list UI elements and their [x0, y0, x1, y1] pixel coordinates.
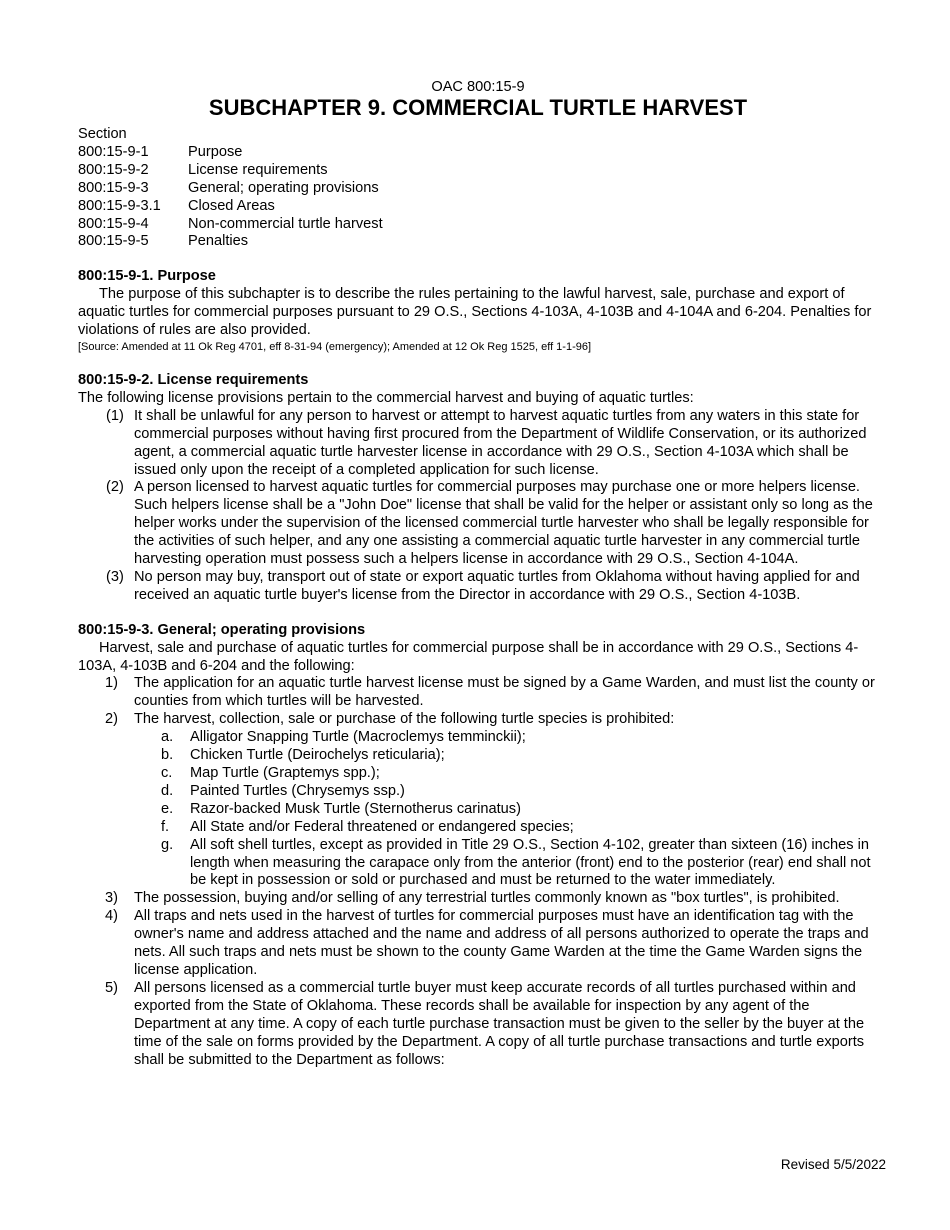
list-item-text: All persons licensed as a commercial turtle buyer must keep accurate records of all turtles purchased within and exported from the State of Oklahoma. These records shall be available for inspection by any agent of the Department at any time. A copy of each turtle purchase transaction must be given to the seller by the buyer at the time of the sale on forms provided by the Department. A copy of all turtle purchase transactions and turtle exports shall be submitted to the Department as follows:: [134, 979, 865, 1068]
list-item-text: Alligator Snapping Turtle (Macroclemys temminckii);: [190, 729, 526, 746]
list-marker: a.: [161, 729, 174, 746]
page-title: SUBCHAPTER 9. COMMERCIAL TURTLE HARVEST: [208, 95, 748, 120]
list-marker: e.: [161, 800, 174, 817]
toc-section-number: 800:15-9-3: [78, 179, 149, 196]
section-paragraph: The purpose of this subchapter is to describe the rules pertaining to the lawful harvest, sale, purchase and export of aquatic turtles for commercial purposes pursuant to 29 O.S., Sections 4-103A, 4-103B and 4-104A and 6-204. Penalties for violations of rules are also provided.: [78, 286, 872, 339]
list-marker: (2): [106, 479, 124, 496]
list-item-text: A person licensed to harvest aquatic turtles for commercial purposes may purchase one or more helpers license. Such helpers license shall be a "John Doe" license that shall be valid for the helper or assistant only so long as the helper works under the supervision of the licensed commercial turtle harvester who shall be legally responsible for the activities of such helper, and any one assisting a commercial aquatic turtle harvester in any commercial turtle harvesting operation must possess such a helpers license in accordance with 29 O.S., Section 4-104A.: [134, 479, 873, 568]
list-item: [78, 765, 878, 783]
toc-section-number: 800:15-9-4: [78, 215, 149, 232]
list-item: [78, 783, 878, 801]
list-item: [78, 980, 878, 1070]
list-marker: 2): [105, 711, 118, 728]
toc-section-title: Non-commercial turtle harvest: [188, 215, 383, 232]
list-item-text: Razor-backed Musk Turtle (Sternotherus carinatus): [190, 800, 521, 817]
section-license-requirements: [78, 372, 878, 605]
list-item: [78, 569, 878, 605]
toc-section-number: 800:15-9-5: [78, 233, 149, 250]
toc-row: [78, 180, 878, 198]
list-marker: d.: [161, 782, 174, 799]
document-page: [78, 79, 878, 1069]
provisions-list: [78, 675, 878, 729]
list-item-text: All soft shell turtles, except as provided in Title 29 O.S., Section 4-102, greater than sixteen (16) inches in length when measuring the carapace only from the anterior (front) end to the posterior (rear) end shall not be kept in possession or sold or purchased and must be returned to the water immediately.: [190, 836, 871, 889]
list-marker: 1): [105, 675, 118, 692]
list-item-text: Map Turtle (Graptemys spp.);: [190, 765, 380, 781]
toc-section-title: General; operating provisions: [188, 179, 379, 196]
list-item: [78, 747, 878, 765]
list-item-text: No person may buy, transport out of state or export aquatic turtles from Oklahoma without having applied for and received an aquatic turtle buyer's license from the Director in accordance with 29 O.S., Section 4-103B.: [134, 568, 860, 603]
list-item-text: All State and/or Federal threatened or endangered species;: [190, 818, 574, 835]
list-marker: 3): [105, 890, 118, 907]
species-list: [78, 729, 878, 890]
section-intro: Harvest, sale and purchase of aquatic turtles for commercial purpose shall be in accordance with 29 O.S., Sections 4-103A, 4-103B and 6-204 and the following:: [78, 639, 859, 674]
toc-row: [78, 162, 878, 180]
list-item-text: The harvest, collection, sale or purchase of the following turtle species is prohibited:: [134, 711, 675, 728]
list-item: [78, 819, 878, 837]
list-item: [78, 479, 878, 569]
toc-section-number: 800:15-9-3.1: [78, 197, 161, 214]
toc-row: [78, 233, 878, 251]
toc-label: Section: [78, 126, 127, 142]
toc-row: [78, 198, 878, 216]
list-item-text: The possession, buying and/or selling of any terrestrial turtles commonly known as "box turtles", is prohibited.: [134, 890, 840, 907]
toc-section-title: Penalties: [188, 233, 249, 250]
list-marker: (1): [106, 407, 124, 424]
list-item: [78, 837, 878, 891]
list-marker: 4): [105, 908, 118, 925]
list-item-text: Chicken Turtle (Deirochelys reticularia);: [190, 747, 445, 764]
source-note: [Source: Amended at 11 Ok Reg 4701, eff 8-31-94 (emergency); Amended at 12 Ok Reg 1525, eff 1-1-96]: [78, 340, 592, 353]
table-of-contents: [78, 126, 878, 251]
list-item: [78, 801, 878, 819]
revision-date: Revised 5/5/2022: [780, 1157, 886, 1172]
list-item: [78, 908, 878, 980]
license-list: [78, 408, 878, 605]
list-marker: 5): [105, 979, 118, 996]
list-marker: g.: [161, 836, 174, 853]
section-intro: The following license provisions pertain to the commercial harvest and buying of aquatic turtles:: [78, 389, 694, 406]
toc-section-title: Closed Areas: [188, 197, 275, 214]
list-item-text: The application for an aquatic turtle harvest license must be signed by a Game Warden, and must list the county or counties from which turtles will be harvested.: [134, 675, 875, 710]
toc-section-title: License requirements: [188, 161, 328, 178]
list-marker: c.: [161, 765, 173, 781]
toc-section-number: 800:15-9-2: [78, 161, 149, 178]
list-marker: b.: [161, 747, 174, 764]
toc-row: [78, 144, 878, 162]
list-item: [78, 408, 878, 480]
toc-section-number: 800:15-9-1: [78, 143, 149, 160]
list-item: [78, 711, 878, 729]
list-item: [78, 890, 878, 908]
list-item: [78, 729, 878, 747]
section-heading: 800:15-9-1. Purpose: [78, 268, 216, 285]
list-item-text: It shall be unlawful for any person to harvest or attempt to harvest aquatic turtles from any waters in this state for commercial purposes without having first procured from the Department of Wildlife Conservation, or its authorized agent, a commercial aquatic turtle harvester license in accordance with 29 O.S., Section 4-103A which shall be issued only upon the receipt of a completed application for such license.: [134, 407, 867, 478]
list-marker: (3): [106, 568, 124, 585]
provisions-list-continued: [78, 890, 878, 1069]
document-code: OAC 800:15-9: [431, 79, 525, 95]
list-item-text: All traps and nets used in the harvest of turtles for commercial purposes must have an identification tag with the owner's name and address attached and the name and address of all persons authorized to operate the traps and nets. All such traps and nets must be shown to the county Game Warden at the time the Game Warden signs the license application.: [134, 908, 869, 978]
list-item: [78, 675, 878, 711]
list-item-text: Painted Turtles (Chrysemys ssp.): [190, 782, 405, 799]
section-heading: 800:15-9-2. License requirements: [78, 371, 309, 388]
section-purpose: [78, 268, 878, 355]
toc-row: [78, 216, 878, 234]
list-marker: f.: [161, 818, 170, 835]
section-general-provisions: [78, 622, 878, 1070]
section-heading: 800:15-9-3. General; operating provisions: [78, 621, 366, 638]
toc-section-title: Purpose: [188, 143, 243, 160]
